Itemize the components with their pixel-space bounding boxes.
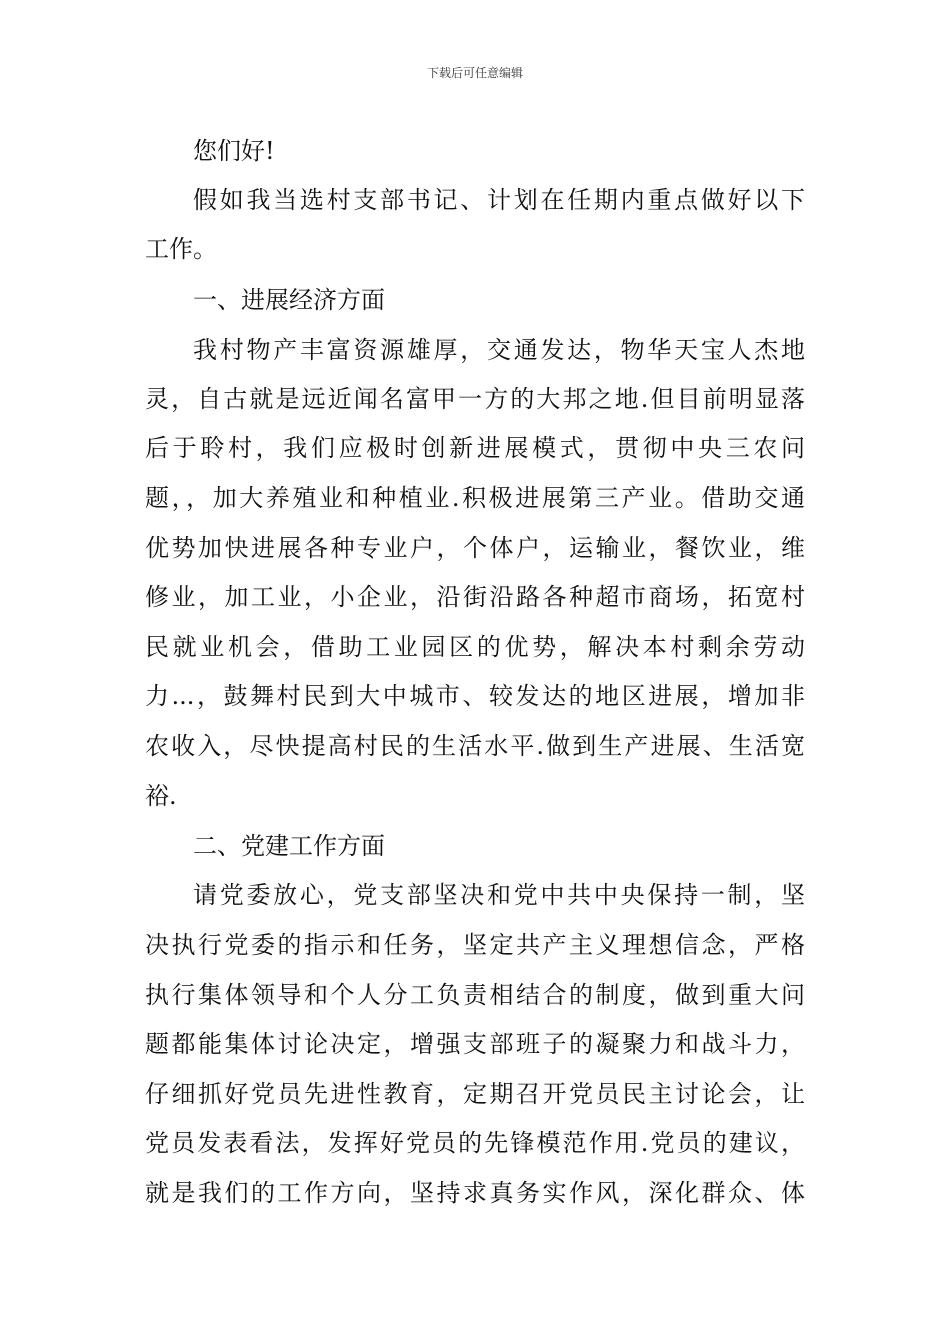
body-line: 决执行党委的指示和任务，坚定共产主义理想信念，严格 [145, 931, 805, 959]
body-line: 工作。 [145, 235, 217, 263]
body-line: 农收入，尽快提高村民的生活水平.做到生产进展、生活宽 [145, 732, 805, 760]
body-line: 仔细抓好党员先进性教育，定期召开党员民主讨论会，让 [145, 1080, 805, 1108]
body-line: 题都能集体讨论决定，增强支部班子的凝聚力和战斗力， [145, 1030, 805, 1058]
body-line: 执行集体领导和个人分工负责相结合的制度，做到重大问 [145, 981, 805, 1009]
section-heading: 二、党建工作方面 [193, 832, 385, 860]
body-line: 我村物产丰富资源雄厚，交通发达，物华天宝人杰地 [193, 336, 805, 364]
body-line: 假如我当选村支部书记、计划在任期内重点做好以下 [193, 186, 805, 214]
body-line: 题，，加大养殖业和种植业.积极进展第三产业。借助交通 [145, 484, 805, 512]
body-line: 修业，加工业，小企业，沿街沿路各种超市商场，拓宽村 [145, 583, 805, 611]
body-line: 就是我们的工作方向，坚持求真务实作风，深化群众、体 [145, 1179, 805, 1207]
body-line: 后于聆村，我们应极时创新进展模式，贯彻中央三农问 [145, 434, 805, 462]
page-header: 下载后可任意编辑 [426, 66, 523, 80]
body-line: 灵，自古就是远近闻名富甲一方的大邦之地.但目前明显落 [145, 385, 805, 413]
body-line: 党员发表看法，发挥好党员的先锋模范作用.党员的建议， [145, 1129, 805, 1157]
body-line: 优势加快进展各种专业户，个体户，运输业，餐饮业，维 [145, 534, 805, 562]
greeting: 您们好! [193, 137, 275, 165]
body-line: 裕. [145, 782, 177, 810]
body-line: 民就业机会，借助工业园区的优势，解决本村剩余劳动 [145, 633, 805, 661]
body-line: 请党委放心，党支部坚决和党中共中央保持一制，坚 [193, 881, 805, 909]
body-line: 力...，鼓舞村民到大中城市、较发达的地区进展，增加非 [145, 682, 805, 710]
section-heading: 一、进展经济方面 [193, 286, 385, 314]
